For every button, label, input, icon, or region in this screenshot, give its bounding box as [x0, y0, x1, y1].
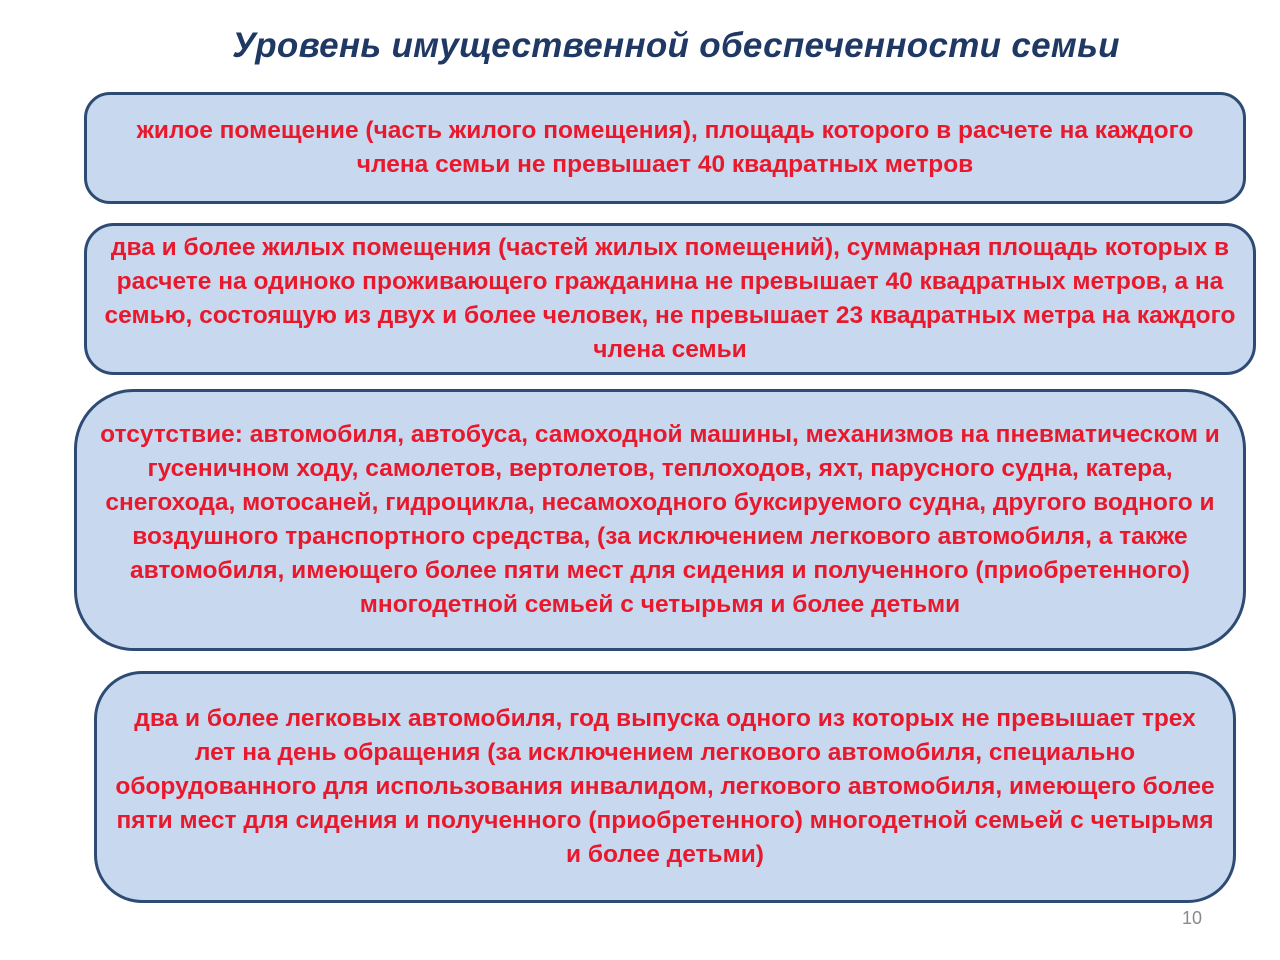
criteria-text: жилое помещение (часть жилого помещения), площадь которого в расчете на каждого члена семьи не превышает 40 квадратных метров: [136, 117, 1194, 178]
criteria-box-multiple-dwellings: [84, 223, 1256, 375]
criteria-text: отсутствие: автомобиля, автобуса, самоходной машины, механизмов на пневматическом и гусеничном ходу, самолетов, вертолетов, теплоходов, яхт, парусного судна, катера, снегохода, мотосаней, гидроцикла, несамоходного буксируемого судна, другого водного и воздушного транспортного средства, (за исключением легкового автомобиля, а также автомобиля, имеющего более пяти мест для сидения и полученного (приобретенного) многодетной семьей с четырьмя и более детьми: [100, 421, 1220, 618]
criteria-box-passenger-cars: [94, 671, 1236, 903]
criteria-box-single-dwelling: [84, 92, 1246, 204]
slide-title: Уровень имущественной обеспеченности семьи: [232, 26, 1120, 65]
criteria-box-vehicles-absence: [74, 389, 1246, 651]
page-number: 10: [1181, 908, 1202, 928]
criteria-text: два и более легковых автомобиля, год выпуска одного из которых не превышает трех лет на день обращения (за исключением легкового автомобиля, специально оборудованного для использования инвалидом, легкового автомобиля, имеющего более пяти мест для сидения и полученного (приобретенного) многодетной семьей с четырьмя и более детьми): [115, 705, 1215, 868]
criteria-text: два и более жилых помещения (частей жилых помещений), суммарная площадь которых в расчете на одиноко проживающего гражданина не превышает 40 квадратных метров, а на семью, состоящую из двух и более человек, не превышает 23 квадратных метра на каждого члена семьи: [104, 234, 1236, 363]
